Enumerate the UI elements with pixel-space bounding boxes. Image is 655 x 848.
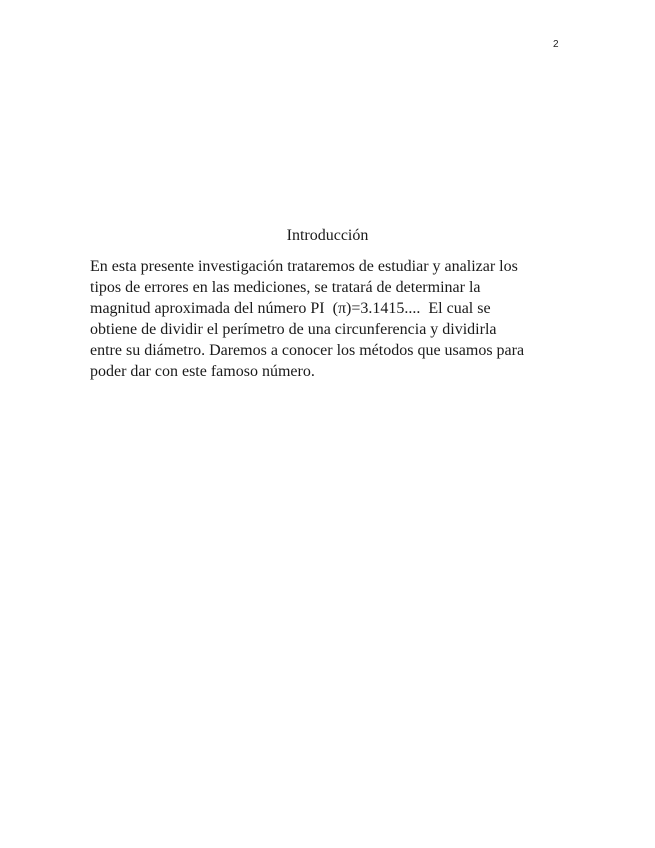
paragraph-line: entre su diámetro. Daremos a conocer los métodos que usamos para <box>90 342 525 359</box>
paragraph-line: tipos de errores en las mediciones, se tratará de determinar la <box>90 279 481 296</box>
section-title: Introducción <box>286 227 369 244</box>
paragraph-line: poder dar con este famoso número. <box>90 363 315 380</box>
paragraph-line: obtiene de dividir el perímetro de una circunferencia y dividirla <box>90 321 497 338</box>
page-number: 2 <box>553 39 559 50</box>
paragraph-line: magnitud aproximada del número PI (π)=3.1415.... El cual se <box>90 300 491 317</box>
introduction-paragraph <box>90 256 570 382</box>
paragraph-line: En esta presente investigación trataremos de estudiar y analizar los <box>90 258 518 275</box>
